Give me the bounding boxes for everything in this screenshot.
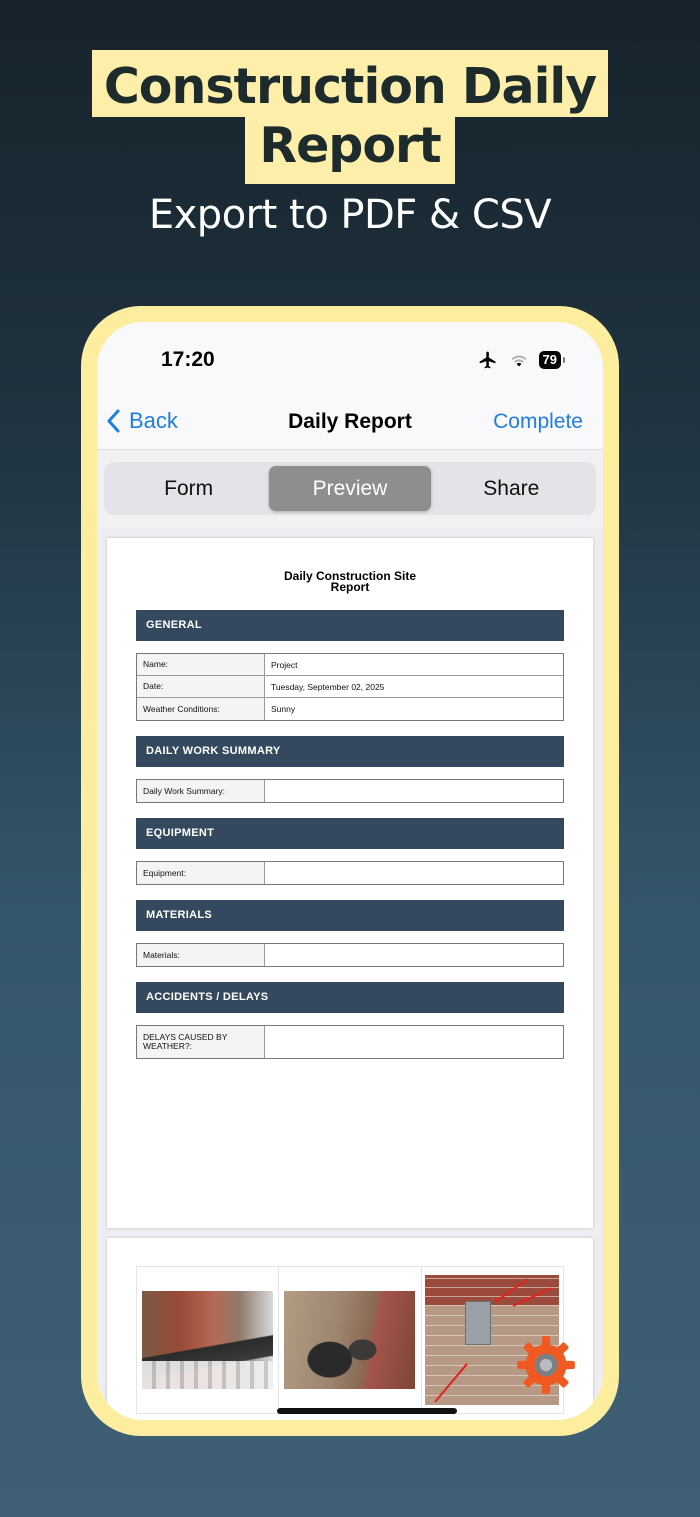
phone-frame: [81, 306, 619, 1436]
battery-icon: 79: [539, 351, 561, 369]
row-value: [265, 1026, 563, 1058]
hero-title-line-2: Report: [245, 117, 454, 184]
chevron-left-icon: [107, 409, 121, 433]
table-row: [137, 944, 563, 966]
photo-grid: [136, 1266, 564, 1414]
materials-table: [136, 943, 564, 967]
page-title: Daily Report: [288, 410, 412, 433]
table-row: [137, 676, 563, 698]
site-photo-excavation: [284, 1291, 415, 1389]
table-row: [137, 780, 563, 802]
row-label: Weather Conditions:: [137, 698, 265, 720]
section-header-equipment: EQUIPMENT: [136, 818, 564, 849]
row-label: DELAYS CAUSED BY WEATHER?:: [137, 1026, 265, 1058]
row-value: [265, 862, 563, 884]
report-title: Daily Construction Site Report: [283, 569, 417, 594]
row-label: Date:: [137, 676, 265, 697]
tab-preview[interactable]: Preview: [269, 466, 430, 511]
section-header-daily-work-summary: DAILY WORK SUMMARY: [136, 736, 564, 767]
table-row: [137, 698, 563, 720]
row-label: Daily Work Summary:: [137, 780, 265, 802]
row-label: Materials:: [137, 944, 265, 966]
table-row: [137, 862, 563, 884]
phone-screen: [97, 322, 603, 1420]
tab-share[interactable]: Share: [483, 477, 540, 500]
report-preview-page[interactable]: [107, 538, 593, 1228]
table-row: [137, 654, 563, 676]
tab-form[interactable]: Form: [164, 477, 214, 500]
status-time: 17:20: [161, 348, 215, 371]
red-arrow: [513, 1287, 552, 1307]
row-value: [265, 944, 563, 966]
gear-icon[interactable]: [513, 1332, 579, 1398]
hero-subtitle: Export to PDF & CSV: [148, 192, 552, 238]
complete-button[interactable]: Complete: [493, 410, 583, 433]
section-header-accidents-delays: ACCIDENTS / DELAYS: [136, 982, 564, 1013]
segmented-control-bar: [97, 450, 603, 528]
airplane-icon: [477, 350, 499, 370]
home-indicator: [277, 1408, 457, 1414]
back-button-label: Back: [129, 408, 178, 433]
status-bar: [97, 322, 603, 396]
row-value: Sunny: [271, 704, 296, 714]
hero-banner: [0, 50, 700, 238]
row-label: Equipment:: [137, 862, 265, 884]
section-header-general: GENERAL: [136, 610, 564, 641]
photo-cell: [279, 1267, 421, 1413]
section-header-materials: MATERIALS: [136, 900, 564, 931]
row-value: Project: [271, 659, 298, 670]
row-value: Tuesday, September 02, 2025: [271, 681, 385, 692]
accidents-table: [136, 1025, 564, 1059]
row-label: Name:: [137, 654, 265, 675]
red-arrow: [435, 1363, 469, 1403]
row-value: [265, 780, 563, 802]
status-icons: [477, 350, 561, 370]
wifi-icon: [509, 352, 529, 368]
site-photo-beam: [142, 1291, 273, 1389]
segmented-control: [104, 462, 596, 515]
equipment-table: [136, 861, 564, 885]
metal-box: [465, 1301, 491, 1345]
general-table: [136, 653, 564, 721]
table-row: [137, 1026, 563, 1058]
hero-title-line-1: Construction Daily: [92, 50, 608, 117]
photo-cell: [137, 1267, 279, 1413]
navigation-bar: [97, 396, 603, 450]
work-summary-table: [136, 779, 564, 803]
back-button[interactable]: [107, 408, 178, 434]
